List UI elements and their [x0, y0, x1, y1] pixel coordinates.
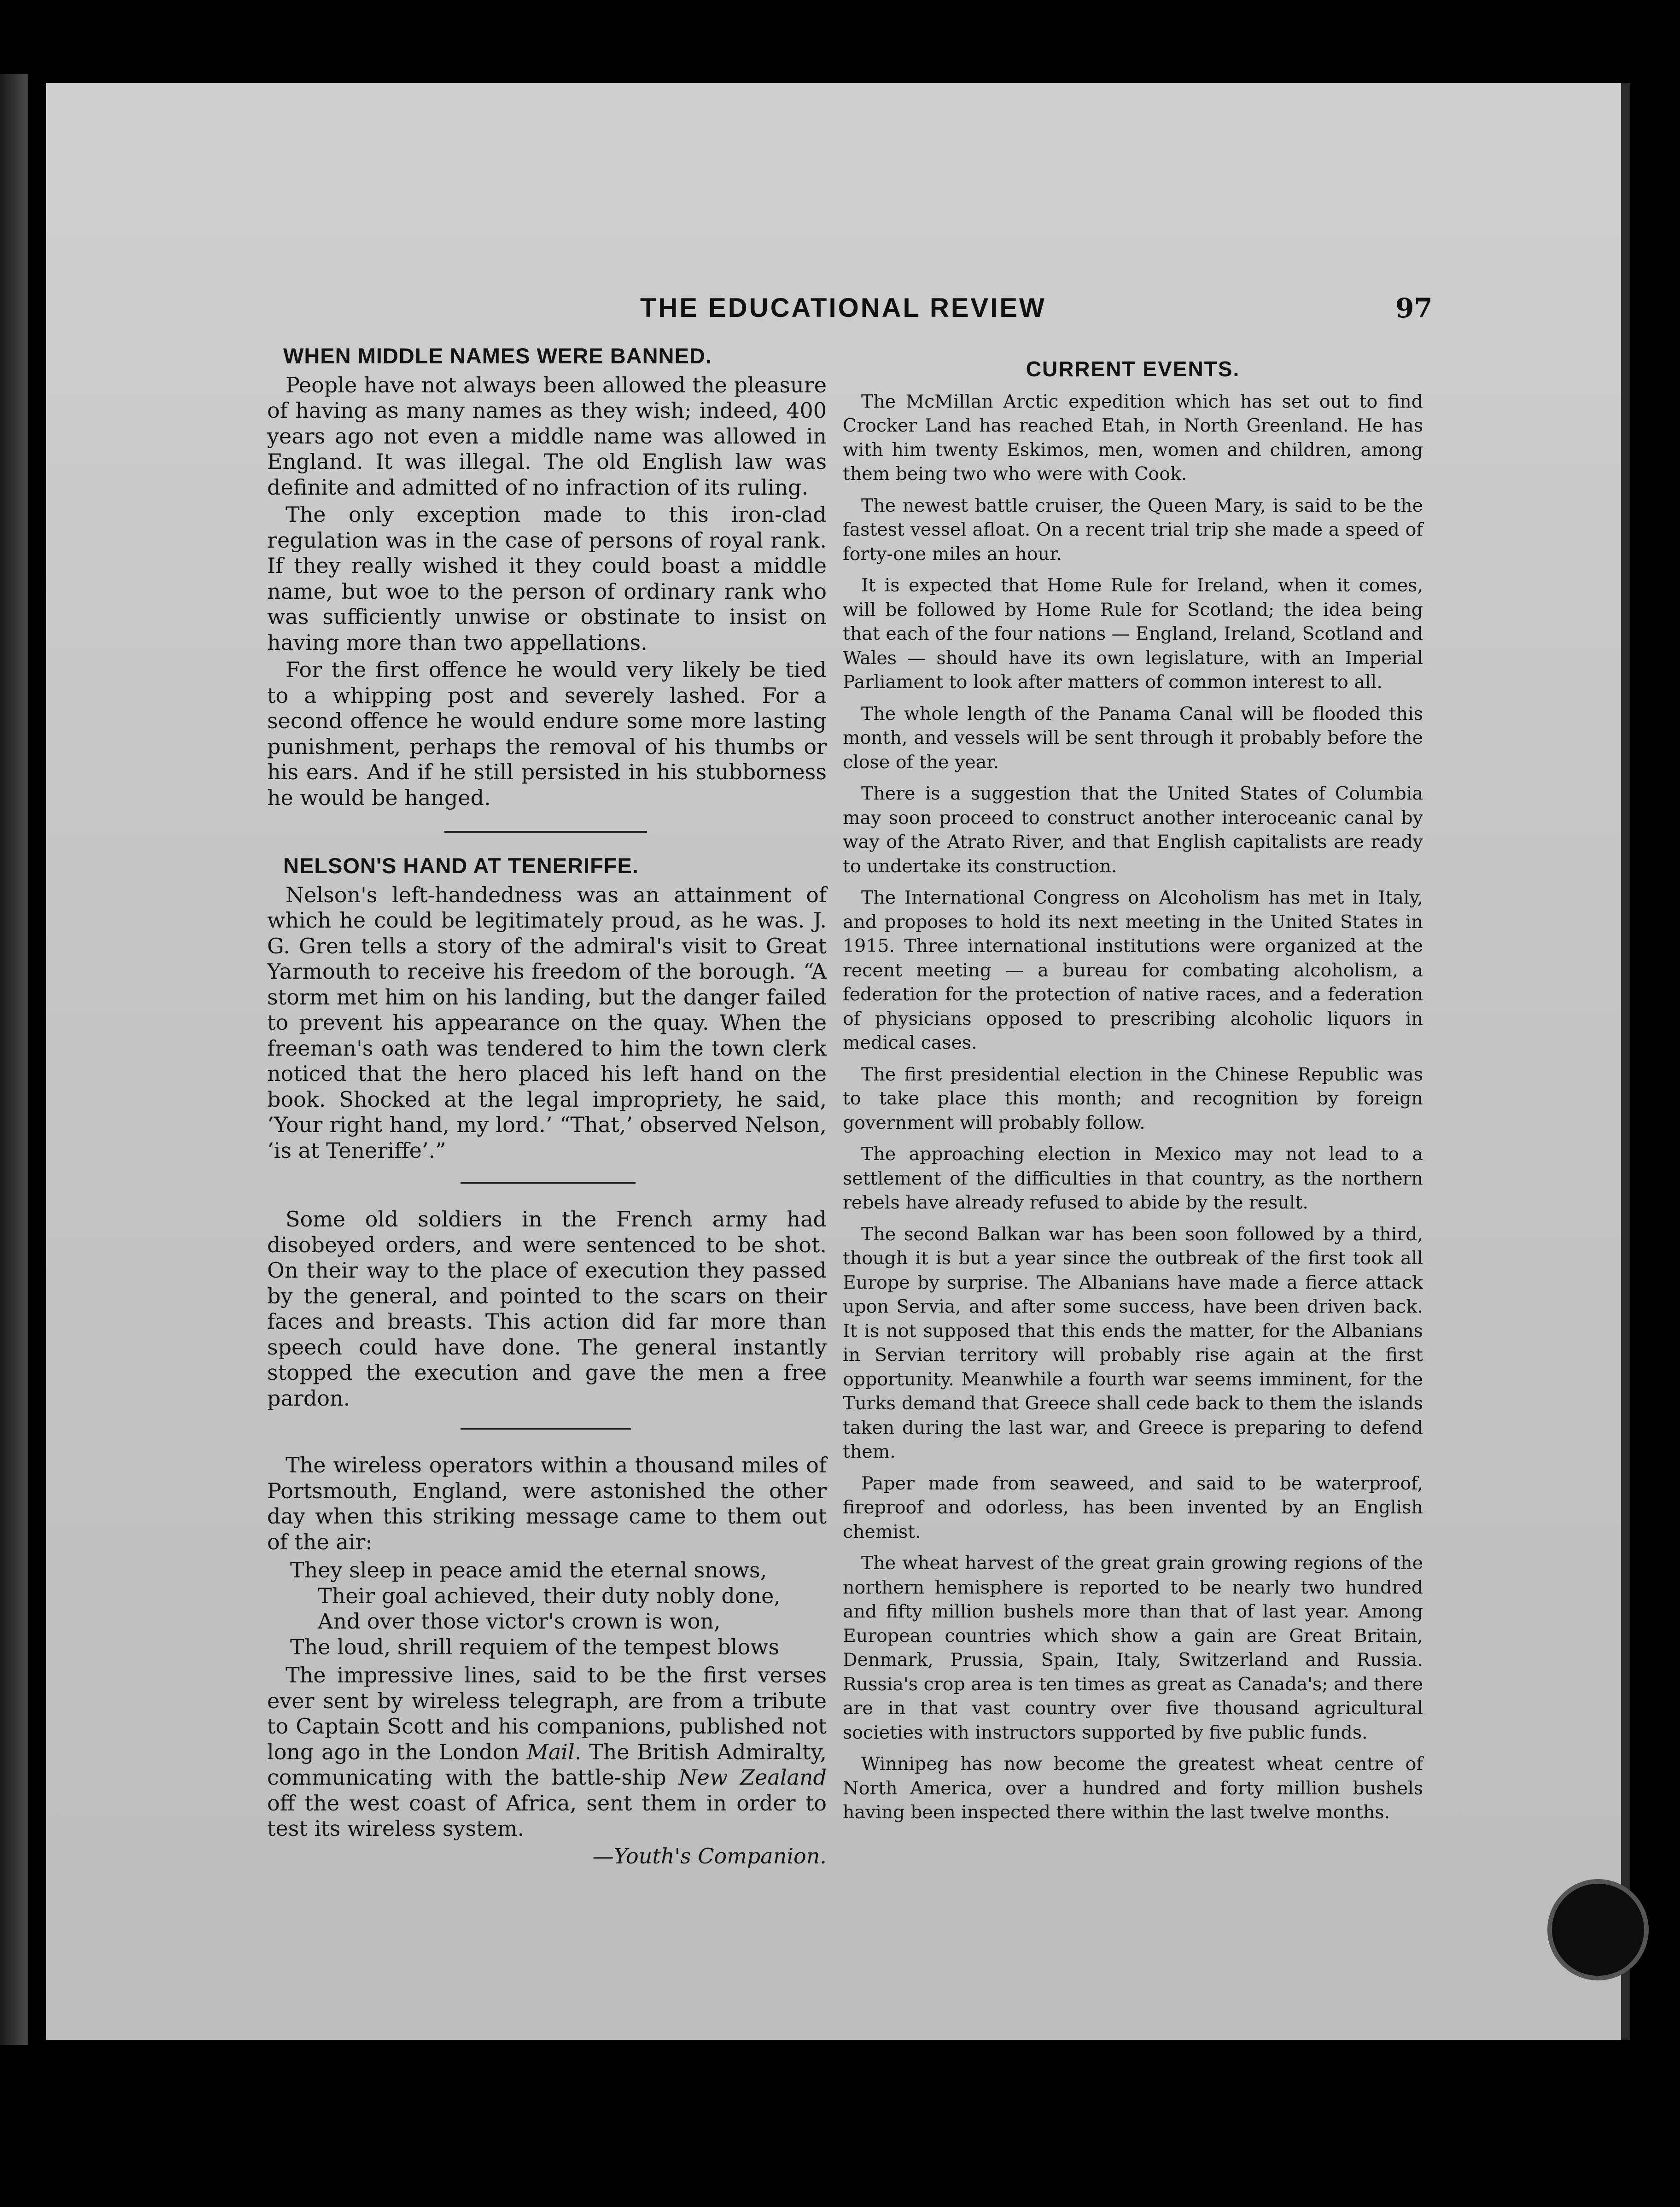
paragraph: For the first offence he would very likely be tied to a whipping post and severely lashed. For a second offence he would endure some more lasting punishment, perhaps the removal of his thumbs or his ears. And if he still persisted in his stubborness he would be hanged. [267, 657, 827, 810]
scanner-right-edge [1621, 83, 1630, 2040]
paragraph: The newest battle cruiser, the Queen Mary, is said to be the fastest vessel afloat. On a recent trial trip she made a speed of forty-one miles an hour. [843, 495, 1423, 565]
poem [267, 1558, 827, 1660]
page-number: 97 [1395, 292, 1433, 324]
paragraph: There is a suggestion that the United States of Columbia may soon proceed to construct another interoceanic canal by way of the Atrato River, and that English capitalists are ready to undertake its construction. [843, 783, 1423, 877]
text-run: off the west coast of Africa, sent them in order to test its wireless system. [267, 1790, 827, 1841]
section-divider [461, 1182, 636, 1184]
ship-name: New Zealand [678, 1765, 827, 1790]
text-run: The British Admiralty, communicating with the battle-ship [267, 1739, 827, 1790]
poem-line: They sleep in peace amid the eternal snows, [290, 1558, 767, 1582]
paragraph: The McMillan Arctic expedition which has set out to find Crocker Land has reached Etah, in North Greenland. He has with him twenty Eskimos, men, women and children, among them being two who were with Cook. [843, 391, 1423, 485]
text-run: The impressive lines, said to be the first verses ever sent by wireless telegraph, are from a tribute to Captain Scott and his companions, published not long ago in the London [267, 1663, 827, 1764]
scanner-left-edge [0, 74, 28, 2045]
poem-line: The loud, shrill requiem of the tempest blows [290, 1634, 780, 1659]
paragraph: The approaching election in Mexico may not lead to a settlement of the difficulties in that country, as the northern rebels have already refused to abide by the result. [843, 1144, 1423, 1213]
paragraph: The second Balkan war has been soon followed by a third, though it is but a year since the outbreak of the first took all Europe by surprise. The Albanians have made a fierce attack upon Servia, and after some success, have been driven back. It is not supposed that this ends the matter, for the Albanians in Servian territory will probably rise again at the first opportunity. Meanwhile a fourth war seems imminent, for the Turks demand that Greece shall cede back to them the islands taken during the last war, and Greece is preparing to defend them. [843, 1223, 1423, 1462]
newspaper-name: Mail. [526, 1739, 582, 1764]
section-divider [461, 1428, 631, 1430]
article-heading-middle-names: WHEN MIDDLE NAMES WERE BANNED. [283, 344, 712, 368]
article-heading-nelson: NELSON'S HAND AT TENERIFFE. [283, 853, 639, 878]
paragraph: Nelson's left-handedness was an attainment of which he could be legitimately proud, as he was. J. G. Gren tells a story of the admiral's visit to Great Yarmouth to receive his freedom of the borough. “A storm met him on his landing, but the danger failed to prevent his appearance on the quay. When the freeman's oath was tendered to him the town clerk noticed that the hero placed his left hand on the book. Shocked at the legal impropriety, he said, ‘Your right hand, my lord.’ “That,’ observed Nelson, ‘is at Teneriffe’.” [267, 882, 827, 1163]
paragraph: The International Congress on Alcoholism has met in Italy, and proposes to hold its next meeting in the United States in 1915. Three international institutions were organized at the recent meeting — a bureau for combating alcoholism, a federation for the protection of native races, and a federation of physicians opposed to prescribing alcoholic liquors in medical cases. [843, 887, 1423, 1053]
poem-line: Their goal achieved, their duty nobly done, [318, 1583, 781, 1608]
paragraph: The whole length of the Panama Canal will be flooded this month, and vessels will be sent through it probably before the close of the year. [843, 703, 1423, 773]
paragraph: The only exception made to this iron-clad regulation was in the case of persons of royal rank. If they really wished it they could boast a middle name, but woe to the person of ordinary rank who was sufficiently unwise or obstinate to insist on having more than two appellations. [267, 502, 827, 655]
attribution: —Youth's Companion. [592, 1843, 827, 1868]
running-header: THE EDUCATIONAL REVIEW [640, 293, 1046, 323]
paragraph: Paper made from seaweed, and said to be waterproof, fireproof and odorless, has been invented by an English chemist. [843, 1472, 1423, 1542]
paragraph: The wireless operators within a thousand miles of Portsmouth, England, were astonished the other day when this striking message came to them out of the air: [267, 1453, 827, 1554]
poem-line: And over those victor's crown is won, [318, 1609, 721, 1634]
section-divider [444, 831, 647, 833]
paragraph: Winnipeg has now become the greatest wheat centre of North America, over a hundred and forty million bushels having been inspected there within the last twelve months. [843, 1753, 1423, 1823]
paragraph: The first presidential election in the Chinese Republic was to take place this month; and recognition by foreign government will probably follow. [843, 1063, 1423, 1133]
paragraph: Some old soldiers in the French army had disobeyed orders, and were sentenced to be shot. On their way to the place of execution they passed by the general, and pointed to the scars on their faces and breasts. This action did far more than speech could have done. The general instantly stopped the execution and gave the men a free pardon. [267, 1207, 827, 1411]
right-column [843, 357, 1423, 1832]
paragraph: It is expected that Home Rule for Ireland, when it comes, will be followed by Home Rule for Scotland; the idea being that each of the four nations — England, Ireland, Scotland and Wales — should have its own legislature, with an Imperial Parliament to look after matters of common interest to all. [843, 575, 1423, 693]
left-column [267, 343, 827, 1869]
current-events-heading: CURRENT EVENTS. [1026, 357, 1240, 381]
paragraph: People have not always been allowed the pleasure of having as many names as they wish; indeed, 400 years ago not even a middle name was allowed in England. It was illegal. The old English law was definite and admitted of no infraction of its ruling. [267, 372, 827, 500]
paragraph [267, 1663, 827, 1842]
scanner-knob [1547, 1879, 1649, 1980]
paragraph: The wheat harvest of the great grain growing regions of the northern hemisphere is reported to be nearly two hundred and fifty million bushels more than that of last year. Among European countries which show a gain are Great Britain, Denmark, Prussia, Spain, Italy, Switzerland and Russia. Russia's crop area is ten times as great as Canada's; and there are in that vast country over five thousand agricultural societies with instructors supported by five public funds. [843, 1553, 1423, 1743]
